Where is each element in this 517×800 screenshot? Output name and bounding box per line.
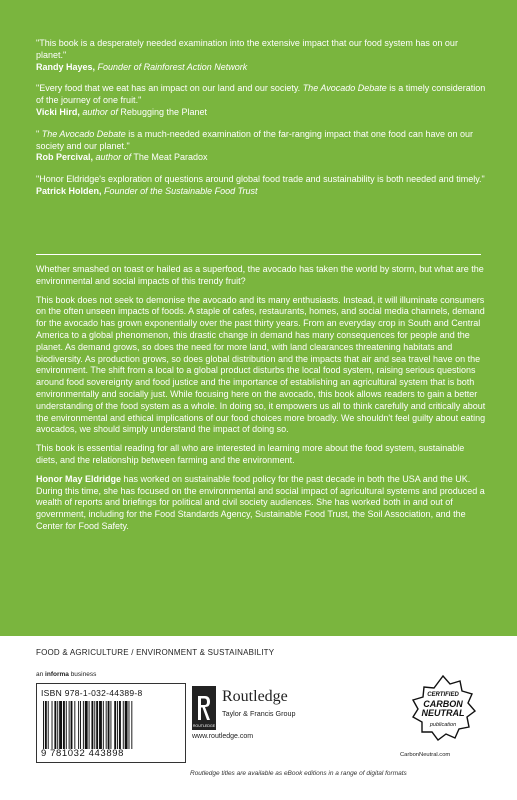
quote-text-part: is a timely consideration of the journey of one fruit."	[36, 83, 486, 106]
barcode-bar	[103, 701, 104, 749]
quote-author: Randy Hayes,	[36, 61, 96, 72]
quote-text: "This book is a desperately needed examination into the extensive impact that our food system has on our planet."	[36, 38, 458, 60]
book-title: The Avocado Debate	[41, 128, 126, 139]
quote-role: author of	[82, 106, 118, 117]
barcode-bar	[129, 701, 130, 749]
informa-post: business	[68, 671, 97, 678]
barcode-bar	[69, 701, 70, 749]
quote-role: Founder of the Sustainable Food Trust	[104, 185, 258, 196]
isbn-label: ISBN 978-1-032-44389-8	[41, 688, 143, 698]
quote-author: Rob Percival,	[36, 152, 94, 163]
barcode-bars	[43, 701, 181, 749]
barcode-bar	[52, 701, 53, 749]
carbon-neutral-badge-icon	[402, 672, 484, 758]
carbon-top: CERTIFIED	[427, 692, 459, 698]
barcode-bar	[66, 701, 67, 749]
publisher-name: Routledge	[222, 688, 288, 705]
barcode-bar	[125, 701, 128, 749]
barcode	[36, 683, 186, 763]
routledge-logo-text: ROUTLEDGE	[192, 724, 216, 728]
barcode-bar	[80, 701, 81, 749]
quote-text	[36, 83, 486, 107]
barcode-bar	[110, 701, 111, 749]
quote-text: "Honor Eldridge's exploration of questions around global food trade and sustainability is both needed and timely."	[36, 174, 485, 185]
barcode-bar	[117, 701, 118, 749]
quote-text-part: "Every food that we eat has an impact on our land and our society.	[36, 83, 303, 94]
barcode-bar	[131, 701, 132, 749]
quote-percival	[36, 129, 486, 164]
barcode-bar	[54, 701, 56, 749]
quote-author: Vicki Hird,	[36, 106, 80, 117]
barcode-bar	[123, 701, 124, 749]
barcode-bar	[108, 701, 110, 749]
subject-category: FOOD & AGRICULTURE / ENVIRONMENT & SUSTAINABILITY	[36, 648, 275, 657]
quote-text	[36, 129, 486, 153]
ebook-note: Routledge titles are available as eBook editions in a range of digital formats	[190, 770, 407, 777]
quote-holden	[36, 174, 486, 198]
carbon-sub: publication	[429, 722, 457, 728]
author-bio	[36, 474, 486, 533]
carbon-url: CarbonNeutral.com	[400, 752, 451, 758]
quote-hayes	[36, 38, 486, 73]
publisher-url: www.routledge.com	[192, 733, 254, 740]
barcode-bar	[89, 701, 90, 749]
barcode-bar	[114, 701, 116, 749]
barcode-bar	[63, 701, 65, 749]
carbon-main-2: NEUTRAL	[421, 708, 465, 718]
barcode-bar	[119, 701, 121, 749]
author-name: Honor May Eldridge	[36, 473, 122, 484]
blurb-paragraph: This book does not seek to demonise the avocado and its many enthusiasts. Instead, it will illuminate consumers on the often unseen impacts of foods. A staple of cafes, restaurants, homes, and social media channels, demand for the avocado has grown exponentially over the past thirty years. From an everyday crop in South and Central America to a global phenomenon, this drastic change in demand has many consequences for people and the planet. As demand grows, so does the need for more land, with land clearances threatening habitats and biodiversity. As production grows, so does global distribution and the impacts that air and sea travel have on the environment. The shift from a local to a global product disturbs the local food system, raising serious questions around food sovereignty and food justice and the importance of establishing an agricultural system that is both environmentally and socially just. While focusing here on the avocado, this book allows readers to gain a better understanding of the food system as a whole. In doing so, it empowers us all to think carefully and critically about the environmental and ethical implications of our food choices more broadly. We shouldn't feel guilty about eating avocados, we should simply understand the impact of doing so.	[36, 294, 486, 435]
publisher-group: Taylor & Francis Group	[222, 709, 296, 718]
barcode-bar	[59, 701, 62, 749]
barcode-bar	[96, 701, 98, 749]
blurb	[36, 264, 486, 540]
quote-text-part: "	[36, 128, 42, 139]
quote-hird	[36, 83, 486, 118]
informa-brand: informa	[45, 671, 69, 678]
quote-role: author of	[95, 152, 132, 163]
quote-role-book: Rebugging the Planet	[120, 106, 207, 117]
barcode-bar	[78, 701, 79, 749]
barcode-bar	[71, 701, 73, 749]
informa-pre: an	[36, 671, 46, 678]
author-bio-text: has worked on sustainable food policy for the past decade in both the USA and the UK. During this time, she has focused on the environmental and social impact of agricultural systems and produced a wealth of reports and briefings for political and civil society audiences. She has worked both in and out of government, including for the Food Standards Agency, Sustainable Food Trust, the Soil Association, and the Center for Food Safety.	[36, 473, 485, 531]
barcode-bar	[83, 701, 84, 749]
endorsements	[36, 38, 486, 208]
barcode-bar	[48, 701, 49, 749]
barcode-bar	[91, 701, 93, 749]
ean-digits: 9 781032 443898	[41, 748, 124, 759]
quote-text-part: is a much-needed examination of the far-ranging impact that one food can have on our society and our planet."	[36, 128, 473, 151]
book-title: The Avocado Debate	[302, 83, 387, 94]
barcode-bar	[106, 701, 107, 749]
quote-role-book: The Meat Paradox	[133, 152, 208, 163]
barcode-bar	[94, 701, 95, 749]
quote-role: Founder of Rainforest Action Network	[97, 61, 248, 72]
carbon-main-1: CARBON	[423, 699, 463, 709]
routledge-logo-icon	[192, 686, 216, 730]
quote-author: Patrick Holden,	[36, 185, 102, 196]
blurb-paragraph: Whether smashed on toast or hailed as a superfood, the avocado has taken the world by storm, but what are the environmental and social impacts of this trendy fruit?	[36, 264, 484, 286]
blurb-paragraph: This book is essential reading for all who are interested in learning more about the food system, sustainable diets, and the relationship between farming and the environment.	[36, 443, 465, 465]
barcode-bar	[99, 701, 102, 749]
barcode-bar	[74, 701, 75, 749]
divider	[36, 254, 481, 255]
barcode-bar	[57, 701, 58, 749]
barcode-bar	[85, 701, 88, 749]
barcode-bar	[45, 701, 47, 749]
barcode-bar	[43, 701, 44, 749]
informa-line	[36, 671, 96, 678]
